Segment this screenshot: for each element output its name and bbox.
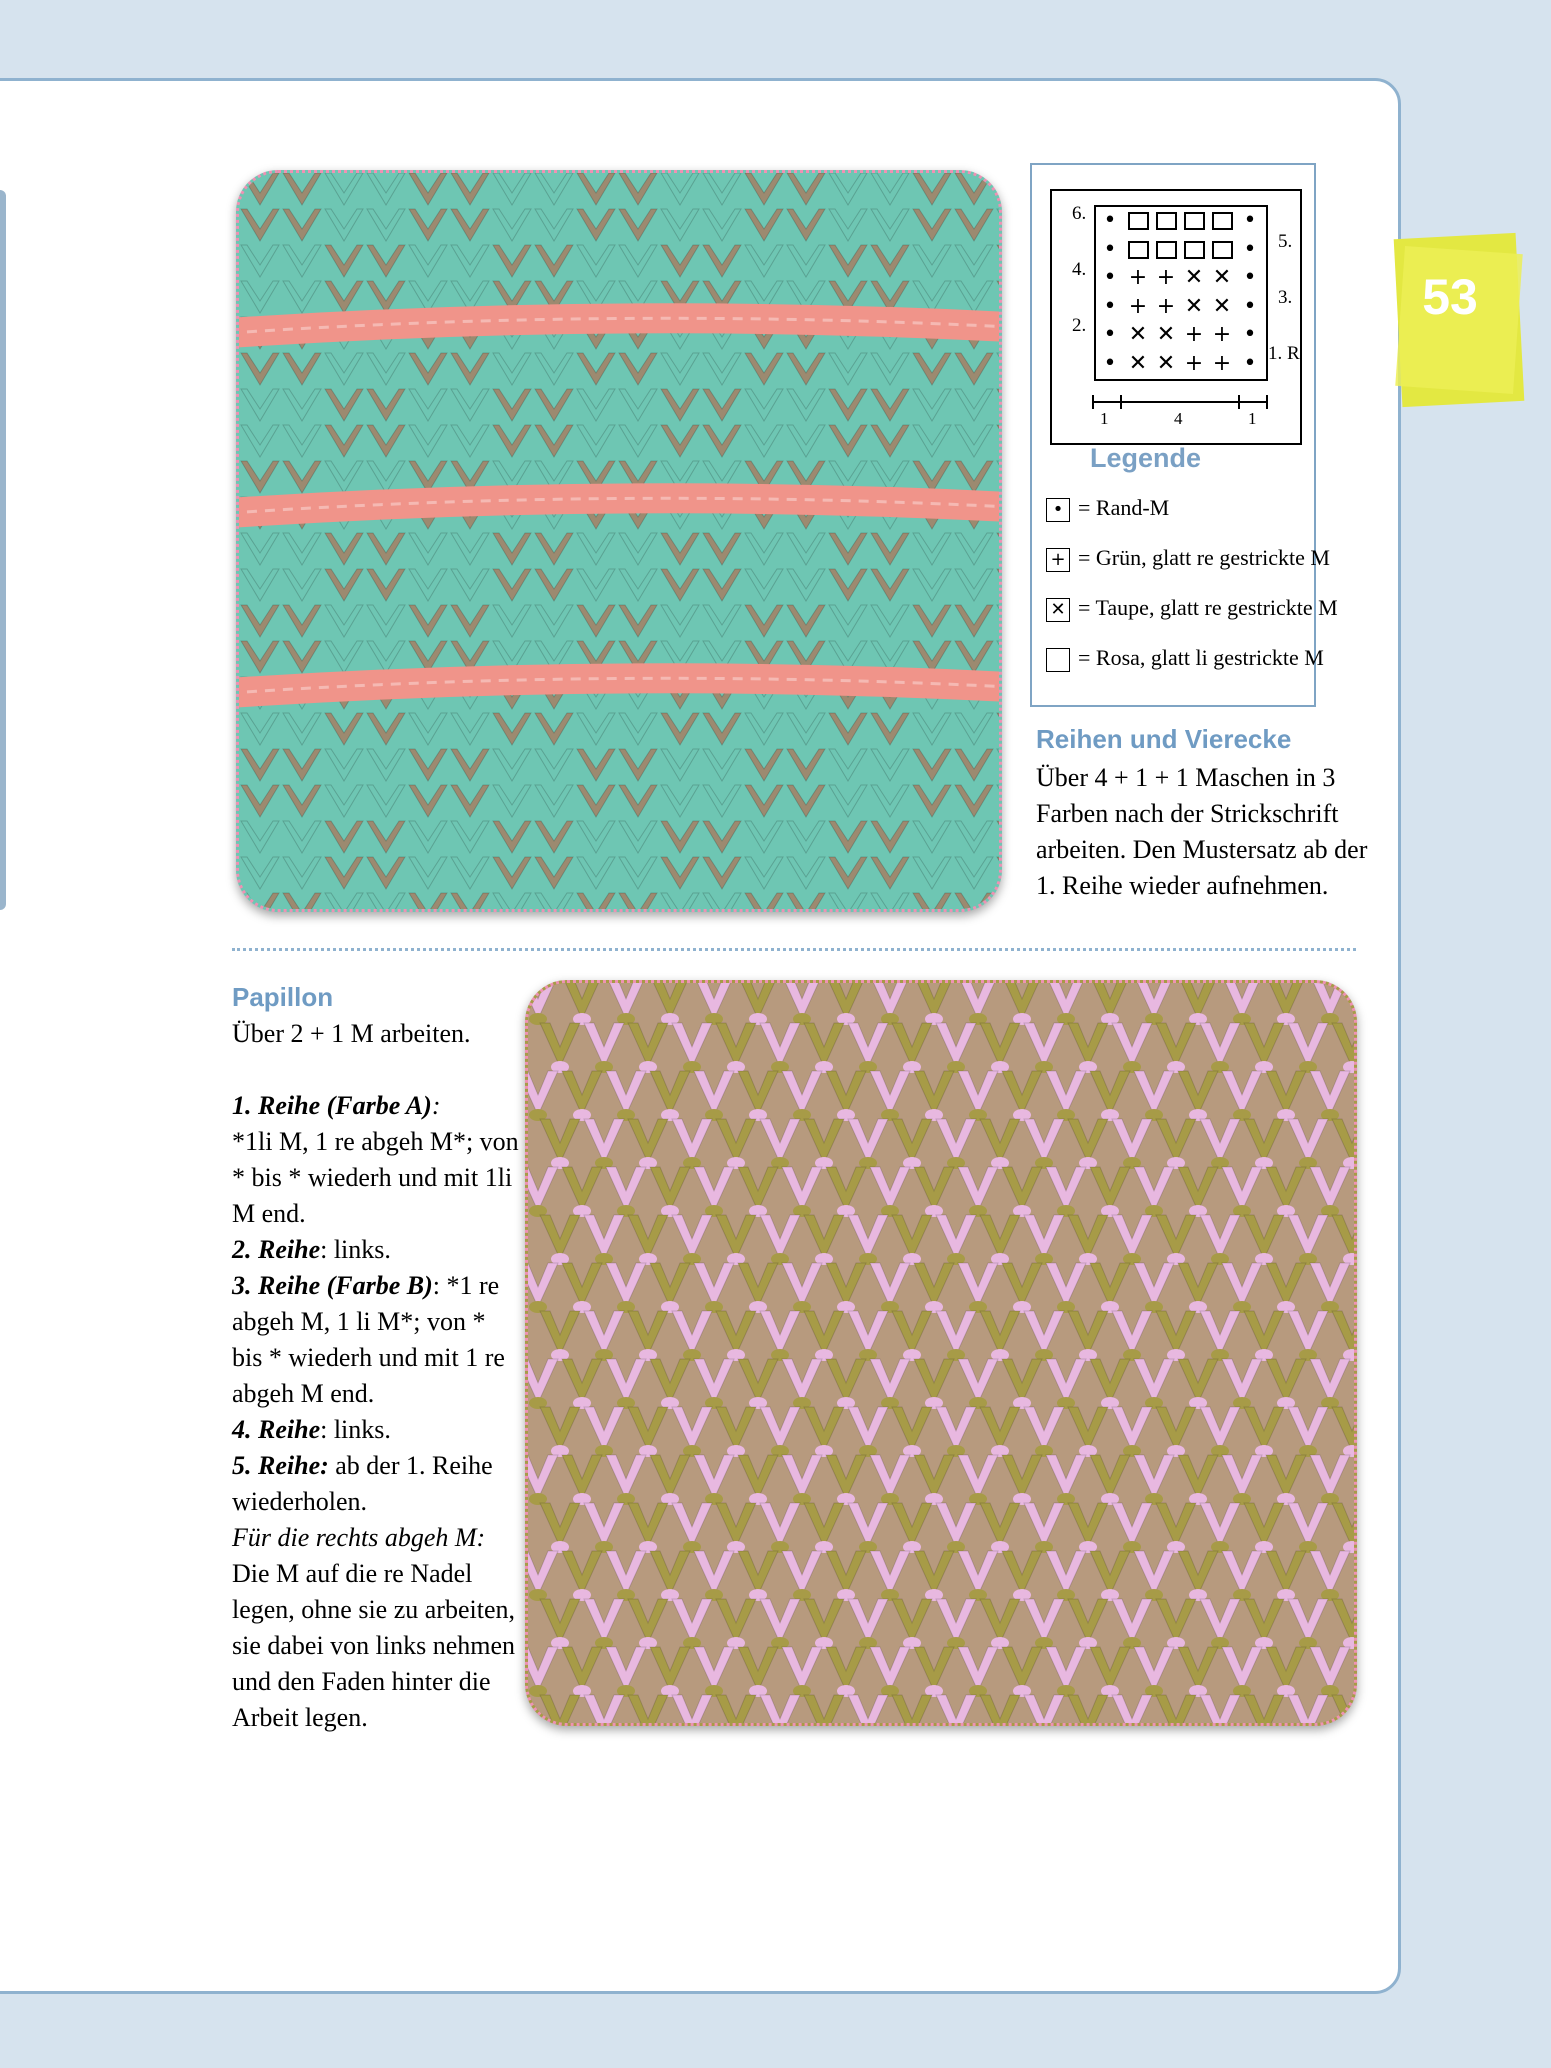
chart-cell-dot: • xyxy=(1243,208,1257,233)
chart-grid xyxy=(1094,205,1268,381)
scale-tick xyxy=(1266,395,1268,409)
row-3-label: 3. Reihe (Farbe B) xyxy=(232,1271,433,1300)
row-label-2: 2. xyxy=(1072,315,1087,336)
chart-cell-cross: ✕ xyxy=(1128,350,1148,376)
row-2-instruction xyxy=(232,1232,522,1268)
scale-label-right: 1 xyxy=(1248,409,1257,428)
chart-cell-plus: + xyxy=(1212,322,1232,347)
scale-tick xyxy=(1238,395,1240,409)
chart-cell-box xyxy=(1208,236,1236,264)
cross-symbol-icon: ✕ xyxy=(1046,598,1070,622)
chart-cell-cross: ✕ xyxy=(1184,265,1204,290)
pattern-title-rows-squares: Reihen und Vierecke xyxy=(1036,724,1292,754)
chart-cell-plus: + xyxy=(1212,350,1232,376)
chart-cell-box xyxy=(1180,236,1208,264)
chart-cell-cross: ✕ xyxy=(1212,293,1232,319)
legend-label: = Taupe, glatt re gestrickte M xyxy=(1078,595,1338,620)
row-label-1: 1. R xyxy=(1268,343,1300,364)
pattern-description-rows-squares: Über 4 + 1 + 1 Maschen in 3 Farben nach der Strickschrift arbeiten. Den Mustersatz ab der 1. Reihe wieder aufnehmen. xyxy=(1036,763,1368,900)
slip-stitch-note xyxy=(232,1520,522,1736)
chart-cell-dot: • xyxy=(1103,265,1117,290)
row-1-colon: : xyxy=(431,1091,441,1120)
chart-cell-dot: • xyxy=(1243,265,1257,290)
chart-cell-box xyxy=(1124,236,1152,264)
chart-cell-dot: • xyxy=(1243,322,1257,347)
row-1-instruction xyxy=(232,1088,522,1232)
scale-label-middle: 4 xyxy=(1174,409,1183,428)
chart-cell-plus: + xyxy=(1184,322,1204,347)
legend-label: = Rosa, glatt li gestrickte M xyxy=(1078,645,1324,670)
pattern-instructions-papillon xyxy=(232,1016,522,1736)
chart-cell-box xyxy=(1124,207,1152,235)
chart-cell-cross: ✕ xyxy=(1212,265,1232,290)
legend-item xyxy=(1046,595,1338,622)
row-label-6: 6. xyxy=(1072,203,1087,224)
knit-swatch-papillon xyxy=(525,980,1357,1726)
chart-cell-box xyxy=(1180,207,1208,235)
chart-cell-dot: • xyxy=(1103,293,1117,319)
legend-title: Legende xyxy=(1090,443,1202,473)
swatch-rows-squares-image xyxy=(239,173,999,909)
legend-item xyxy=(1046,545,1330,572)
chart-scale-line xyxy=(1092,401,1268,403)
row-5-text: ab der 1. Reihe wiederholen. xyxy=(232,1451,493,1516)
scale-tick xyxy=(1120,395,1122,409)
chart-cell-dot: • xyxy=(1103,322,1117,347)
chart-cell-box xyxy=(1208,207,1236,235)
scale-tick xyxy=(1092,395,1094,409)
knitting-chart xyxy=(1050,189,1302,445)
previous-page-edge xyxy=(0,190,6,910)
chart-cell-dot: • xyxy=(1103,208,1117,233)
row-5-label: 5. Reihe: xyxy=(232,1451,329,1480)
intro-text: Über 2 + 1 M arbeiten. xyxy=(232,1019,471,1048)
chart-cell-box xyxy=(1152,236,1180,264)
legend-label: = Grün, glatt re gestrickte M xyxy=(1078,545,1330,570)
chart-cell-plus: + xyxy=(1128,265,1148,290)
row-1-text: *1li M, 1 re abgeh M*; von * bis * wiederh und mit 1li M end. xyxy=(232,1127,519,1228)
legend-item xyxy=(1046,495,1169,522)
row-5-instruction xyxy=(232,1448,522,1520)
empty-square-icon xyxy=(1046,648,1070,672)
section-divider xyxy=(232,948,1356,951)
plus-symbol-icon: + xyxy=(1046,548,1070,572)
chart-cell-plus: + xyxy=(1156,265,1176,290)
row-3-text: : *1 re abgeh M, 1 li M*; von * bis * wiederh und mit 1 re abgeh M end. xyxy=(232,1271,505,1408)
chart-cell-cross: ✕ xyxy=(1184,293,1204,319)
legend-label: = Rand-M xyxy=(1078,495,1170,520)
row-4-instruction xyxy=(232,1412,522,1448)
row-label-3: 3. xyxy=(1278,287,1293,308)
chart-cell-plus: + xyxy=(1128,293,1148,319)
chart-cell-cross: ✕ xyxy=(1156,322,1176,347)
chart-cell-cross: ✕ xyxy=(1128,322,1148,347)
note-label: Für die rechts abgeh M: xyxy=(232,1523,486,1552)
row-2-text: : links. xyxy=(320,1235,391,1264)
chart-cell-dot: • xyxy=(1243,236,1257,262)
chart-cell-dot: • xyxy=(1103,350,1117,376)
row-2-label: 2. Reihe xyxy=(232,1235,321,1264)
swatch-papillon-image xyxy=(528,983,1354,1723)
row-1-label: 1. Reihe (Farbe A) xyxy=(232,1091,432,1120)
dot-symbol-icon: • xyxy=(1046,498,1070,522)
note-text: Die M auf die re Nadel legen, ohne sie zu arbeiten, sie dabei von links nehmen und den Faden hinter die Arbeit legen. xyxy=(232,1559,516,1732)
chart-cell-plus: + xyxy=(1156,293,1176,319)
pattern-title-papillon: Papillon xyxy=(232,982,334,1012)
row-label-5: 5. xyxy=(1278,231,1293,252)
row-4-text: : links. xyxy=(320,1415,391,1444)
chart-cell-dot: • xyxy=(1243,350,1257,376)
knit-swatch-rows-squares xyxy=(236,170,1002,912)
legend-item xyxy=(1046,645,1324,672)
legend-panel xyxy=(1030,163,1338,707)
chart-cell-cross: ✕ xyxy=(1156,350,1176,376)
chart-cell-dot: • xyxy=(1243,293,1257,319)
row-4-label: 4. Reihe xyxy=(232,1415,321,1444)
row-label-4: 4. xyxy=(1072,259,1087,280)
chart-cell-box xyxy=(1152,207,1180,235)
page-number: 53 xyxy=(1422,269,1478,325)
row-3-instruction xyxy=(232,1268,522,1412)
chart-cell-dot: • xyxy=(1103,236,1117,262)
scale-label-left: 1 xyxy=(1100,409,1109,428)
chart-cell-plus: + xyxy=(1184,350,1204,376)
